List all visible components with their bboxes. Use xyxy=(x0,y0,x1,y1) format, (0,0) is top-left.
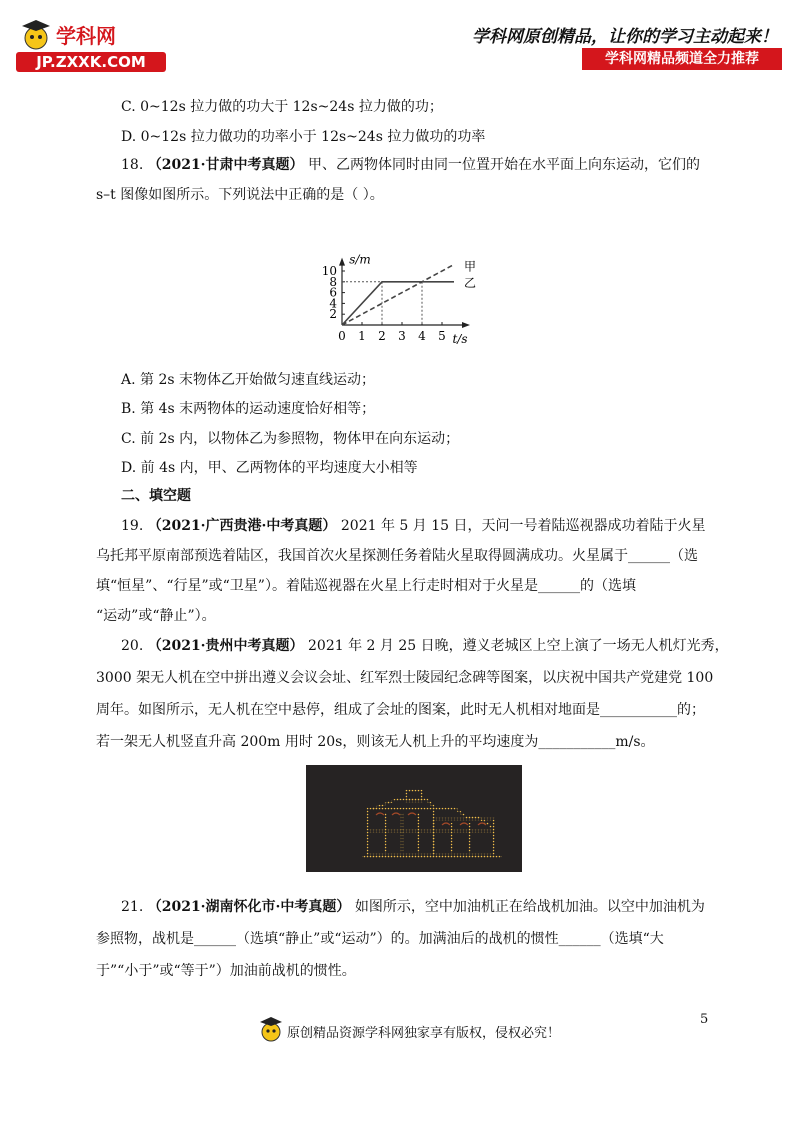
series-line-yi xyxy=(342,282,454,325)
q19-text1: 2021 年 5 月 15 日，天问一号着陆巡视器成功着陆于火星 xyxy=(340,518,706,534)
y-tick-label: 8 xyxy=(329,274,337,289)
q20-line4: 若一架无人机竖直升高 200m 用时 20s，则该无人机上升的平均速度为___________m/s。 xyxy=(96,734,655,750)
logo-name: 学科网 xyxy=(56,24,116,48)
y-axis-arrow xyxy=(339,258,345,266)
q19-number: 19. xyxy=(121,518,144,534)
q21-source: （2021·湖南怀化市·中考真题） xyxy=(147,899,351,915)
header-slogan: 学科网原创精品，让你的学习主动起来！ xyxy=(472,27,778,47)
logo-url[interactable]: JP.ZXXK.COM xyxy=(16,52,166,72)
q21-text1: 如图所示，空中加油机正在给战机加油。以空中加油机为 xyxy=(354,899,705,915)
q18-option-c: C. 前 2s 内，以物体乙为参照物，物体甲在向东运动； xyxy=(121,431,460,447)
site-logo xyxy=(16,18,166,76)
q20-line2: 3000 架无人机在空中拼出遵义会议会址、红军烈士陵园纪念碑等图案，以庆祝中国共产党建党 100 xyxy=(96,670,714,686)
x-axis-label: t/s xyxy=(452,332,468,346)
page-number: 5 xyxy=(700,1012,709,1027)
x-tick-label: 3 xyxy=(398,329,406,343)
x-tick-label: 5 xyxy=(438,329,446,343)
q18-option-a: A. 第 2s 末物体乙开始做匀速直线运动； xyxy=(121,372,376,388)
q20-number: 20. xyxy=(121,638,144,654)
q21-number: 21. xyxy=(121,899,144,915)
q20-line3: 周年。如图所示，无人机在空中悬停，组成了会址的图案，此时无人机相对地面是___________的； xyxy=(96,702,705,718)
footer-copyright: 原创精品资源学科网独家享有版权，侵权必究！ xyxy=(287,1026,561,1041)
q21-line3: 于”“小于”或“等于”）加油前战机的惯性。 xyxy=(96,963,356,979)
x-tick-label: 1 xyxy=(358,329,366,343)
y-tick-label: 6 xyxy=(329,285,337,300)
q19-line4: “运动”或“静止”）。 xyxy=(96,608,216,624)
mascot-icon xyxy=(258,1014,284,1044)
q18-source: （2021·甘肃中考真题） xyxy=(147,157,304,173)
q18-option-d: D. 前 4s 内，甲、乙两物体的平均速度大小相等 xyxy=(121,460,418,476)
x-axis-arrow xyxy=(462,322,470,328)
series-line-jia xyxy=(342,265,454,325)
series-label-jia: 甲 xyxy=(464,259,477,274)
q17-option-d: D. 0~12s 拉力做功的功率小于 12s~24s 拉力做功的功率 xyxy=(121,129,486,145)
q19-line3: 填“恒星”、“行星”或“卫星”）。着陆巡视器在火星上行走时相对于火星是______的（选填 xyxy=(96,578,636,594)
q18-stem-line2: s–t 图像如图所示。下列说法中正确的是（ ）。 xyxy=(96,187,384,203)
q21-line2: 参照物，战机是______（选填“静止”或“运动”）的。加满油后的战机的惯性______（选填“大 xyxy=(96,931,664,947)
q18-stem-line1 xyxy=(121,155,700,175)
x-tick-label: 4 xyxy=(418,329,426,343)
x-tick-label: 2 xyxy=(378,329,386,343)
y-axis-label: s/m xyxy=(349,252,371,267)
q18-number: 18. xyxy=(121,157,144,173)
y-tick-label: 10 xyxy=(321,264,337,278)
q18-stem-text: 甲、乙两物体同时由同一位置开始在水平面上向东运动，它们的 xyxy=(308,157,701,173)
q19-line1 xyxy=(121,516,706,536)
y-tick-label: 2 xyxy=(329,307,337,322)
y-tick-label: 4 xyxy=(329,296,337,311)
s-t-graph xyxy=(320,212,500,352)
q17-option-c: C. 0~12s 拉力做的功大于 12s~24s 拉力做的功； xyxy=(121,99,443,115)
q21-line1 xyxy=(121,897,705,917)
section-title: 二、填空题 xyxy=(121,488,191,504)
q18-option-b: B. 第 4s 末两物体的运动速度恰好相等； xyxy=(121,401,376,417)
q19-source: （2021·广西贵港·中考真题） xyxy=(147,518,337,534)
header-banner: 学科网精品频道全力推荐 xyxy=(582,48,782,70)
x-tick-label: 0 xyxy=(338,329,346,343)
series-label-yi: 乙 xyxy=(464,275,477,290)
q19-line2: 乌托邦平原南部预选着陆区，我国首次火星探测任务着陆火星取得圆满成功。火星属于______（选 xyxy=(96,548,698,564)
drone-show-photo xyxy=(306,765,522,872)
q20-text1: 2021 年 2 月 25 日晚，遵义老城区上空上演了一场无人机灯光秀， xyxy=(308,638,729,654)
mascot-icon xyxy=(18,18,54,52)
q20-source: （2021·贵州中考真题） xyxy=(147,638,304,654)
q20-line1 xyxy=(121,636,729,656)
drone-building-image xyxy=(306,765,522,872)
